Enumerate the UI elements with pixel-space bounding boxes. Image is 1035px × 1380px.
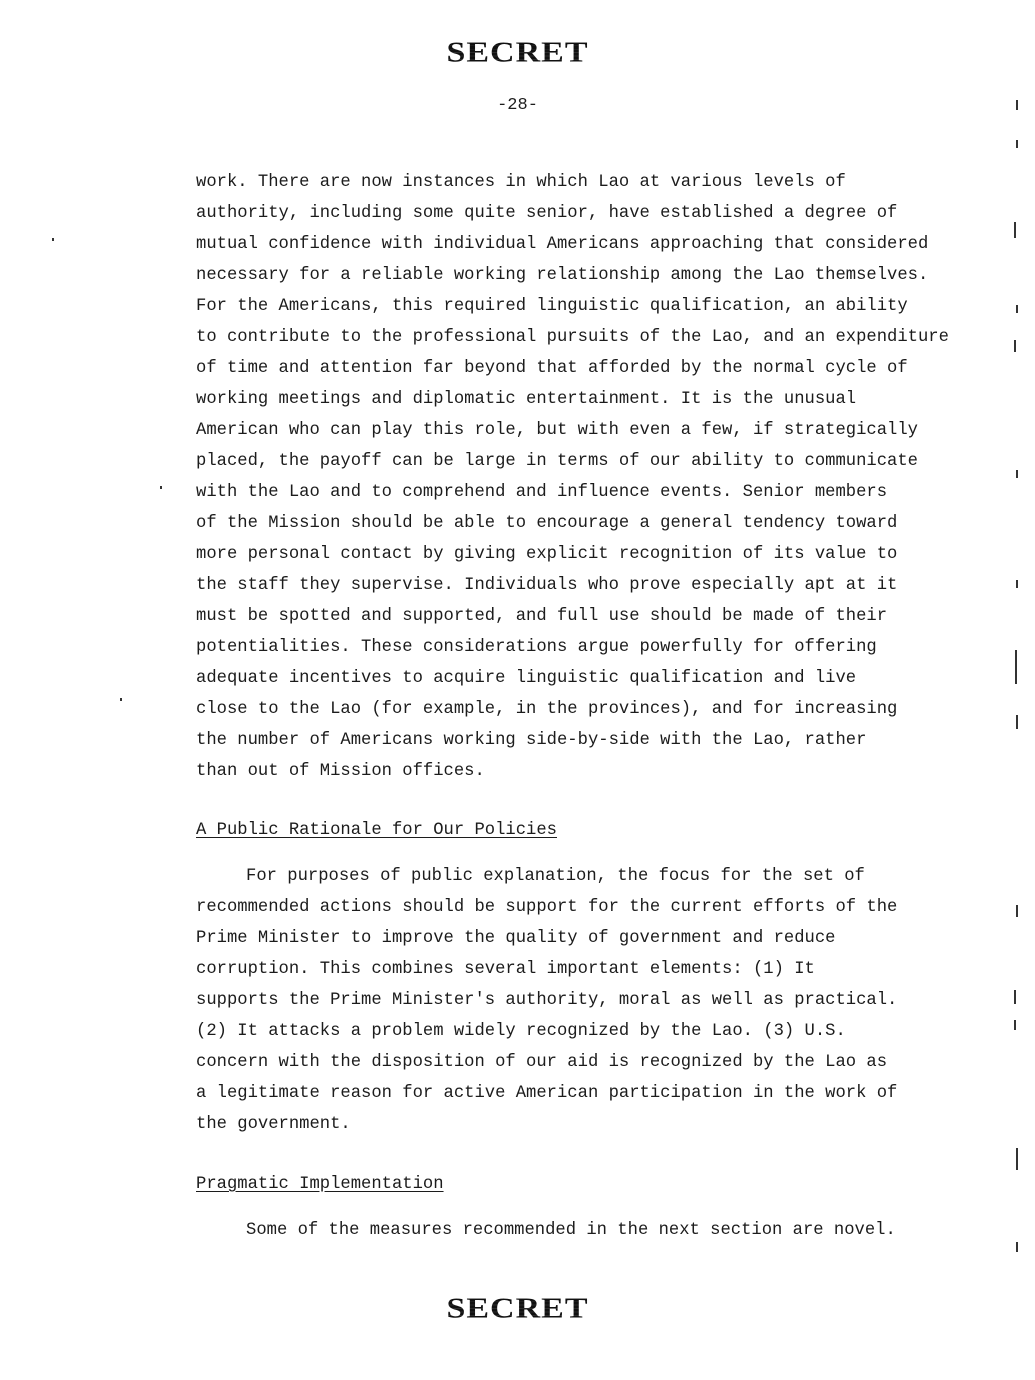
text-line: placed, the payoff can be large in terms of our ability to communicate: [196, 452, 918, 471]
text-line: of time and attention far beyond that afforded by the normal cycle of: [196, 359, 908, 378]
section-heading-pragmatic-implementation: Pragmatic Implementation: [196, 1175, 444, 1194]
text-line: the staff they supervise. Individuals who prove especially apt at it: [196, 576, 898, 595]
classification-marking-bottom: SECRET: [446, 1292, 589, 1325]
text-line: the government.: [196, 1115, 351, 1134]
text-line: potentialities. These considerations argue powerfully for offering: [196, 638, 877, 657]
text-line: adequate incentives to acquire linguistic qualification and live: [196, 669, 857, 688]
text-line: to contribute to the professional pursuits of the Lao, and an expenditure: [196, 328, 949, 347]
text-line: must be spotted and supported, and full use should be made of their: [196, 607, 888, 626]
text-line: Prime Minister to improve the quality of government and reduce: [196, 929, 836, 948]
text-line: close to the Lao (for example, in the provinces), and for increasing: [196, 700, 898, 719]
text-line: concern with the disposition of our aid is recognized by the Lao as: [196, 1053, 888, 1072]
paragraph-pragmatic-implementation: [196, 1215, 966, 1246]
text-line: authority, including some quite senior, have established a degree of: [196, 204, 898, 223]
text-line: work. There are now instances in which Lao at various levels of: [196, 173, 846, 192]
text-line: recommended actions should be support for the current efforts of the: [196, 898, 898, 917]
text-line: a legitimate reason for active American participation in the work of: [196, 1084, 898, 1103]
page-number: -28-: [497, 96, 538, 115]
paragraph-public-rationale: [196, 861, 966, 1140]
text-line: the number of Americans working side-by-side with the Lao, rather: [196, 731, 867, 750]
text-line: American who can play this role, but with even a few, if strategically: [196, 421, 918, 440]
classification-marking-top: SECRET: [446, 36, 589, 69]
text-line: working meetings and diplomatic entertainment. It is the unusual: [196, 390, 857, 409]
text-line: than out of Mission offices.: [196, 762, 485, 781]
text-line: more personal contact by giving explicit recognition of its value to: [196, 545, 898, 564]
text-line: For the Americans, this required linguistic qualification, an ability: [196, 297, 908, 316]
text-line: mutual confidence with individual Americans approaching that considered: [196, 235, 929, 254]
text-line: Some of the measures recommended in the next section are novel.: [246, 1221, 896, 1240]
section-heading-public-rationale: A Public Rationale for Our Policies: [196, 821, 557, 840]
text-line: corruption. This combines several important elements: (1) It: [196, 960, 815, 979]
text-line: necessary for a reliable working relationship among the Lao themselves.: [196, 266, 929, 285]
text-line: with the Lao and to comprehend and influence events. Senior members: [196, 483, 888, 502]
paragraph-1: [196, 167, 966, 787]
text-line: of the Mission should be able to encourage a general tendency toward: [196, 514, 898, 533]
text-line: supports the Prime Minister's authority, moral as well as practical.: [196, 991, 898, 1010]
text-line: For purposes of public explanation, the focus for the set of: [246, 867, 865, 886]
text-line: (2) It attacks a problem widely recognized by the Lao. (3) U.S.: [196, 1022, 846, 1041]
